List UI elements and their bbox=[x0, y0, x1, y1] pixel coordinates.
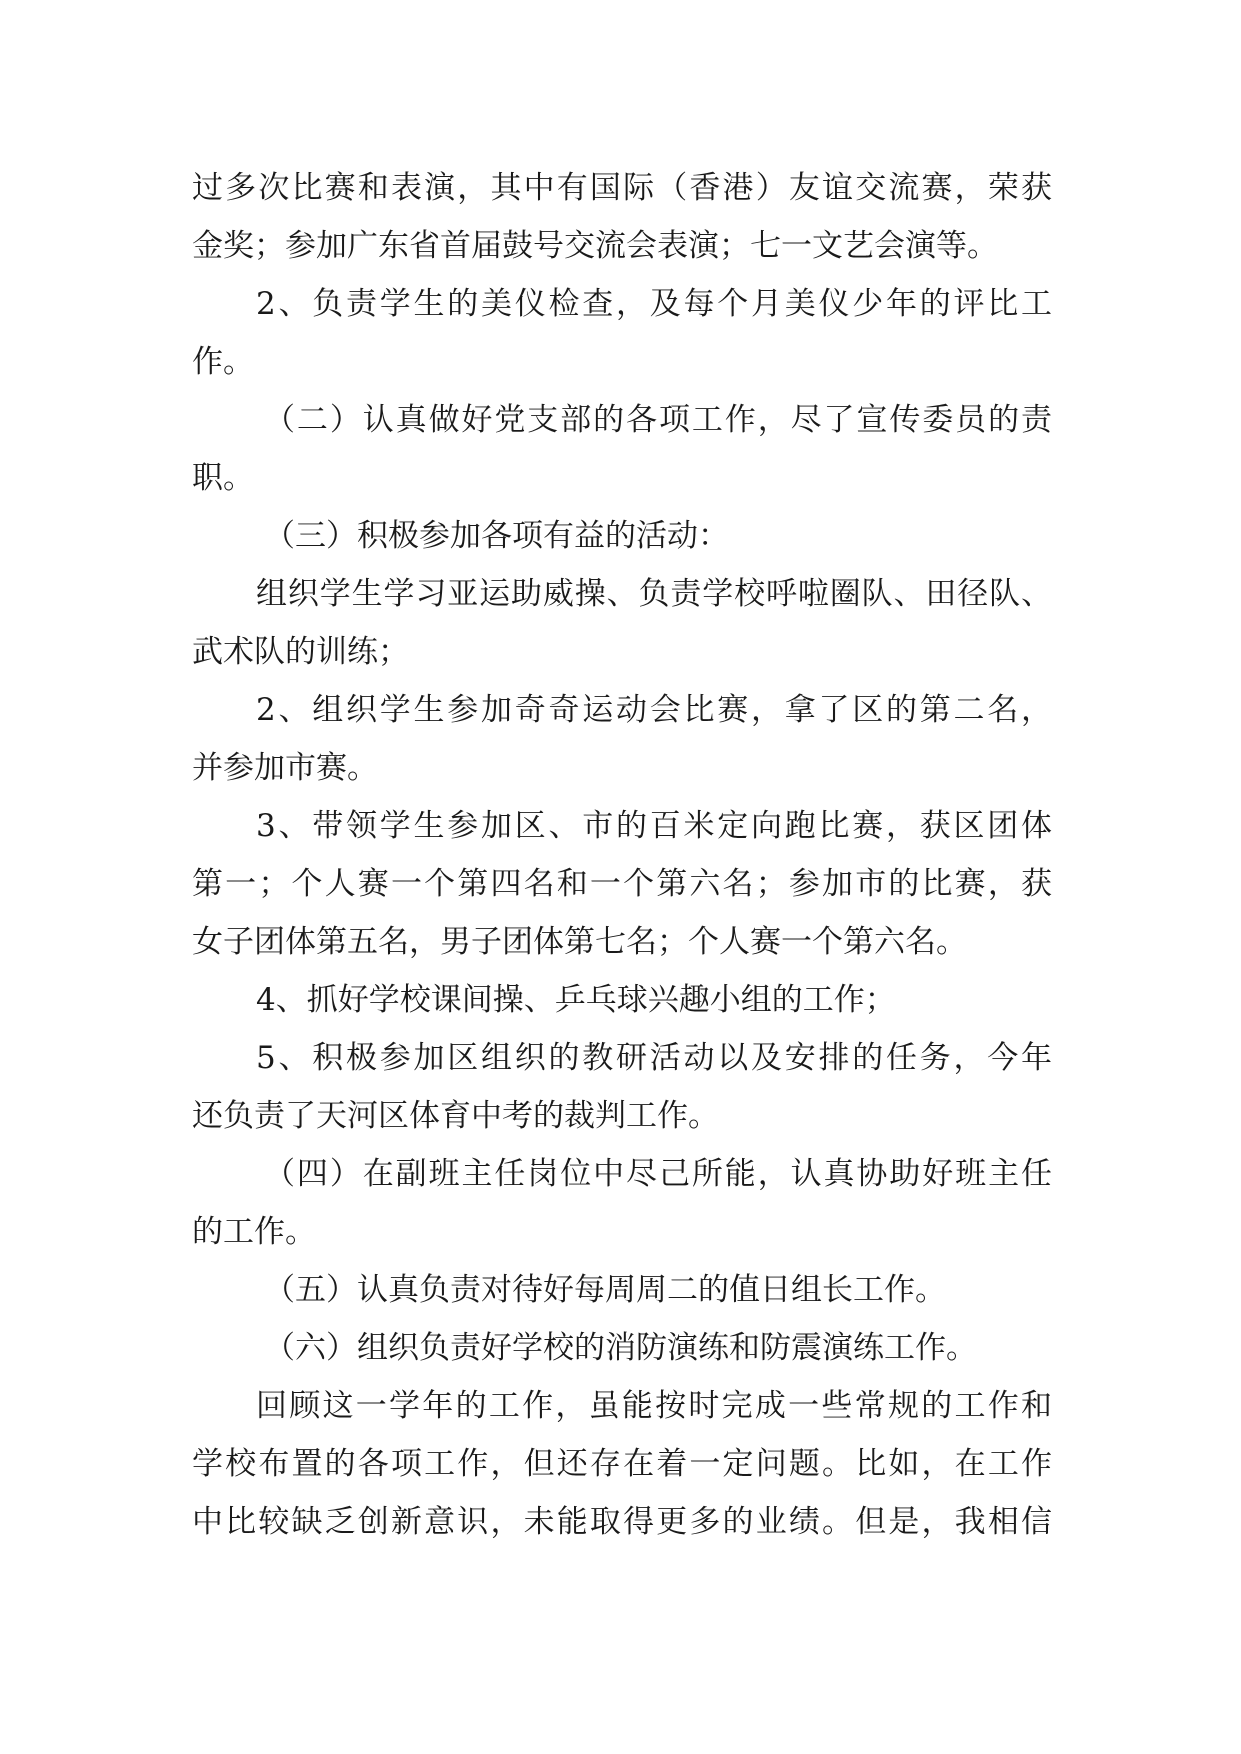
text-line: 过多次比赛和表演，其中有国际（香港）友谊交流赛，荣获 bbox=[192, 170, 1052, 206]
text-line: 2、组织学生参加奇奇运动会比赛，拿了区的第二名， bbox=[256, 692, 1052, 728]
text-line: 职。 bbox=[192, 460, 254, 496]
text-line: 回顾这一学年的工作，虽能按时完成一些常规的工作和 bbox=[256, 1388, 1052, 1424]
text-line: 3、带领学生参加区、市的百米定向跑比赛，获区团体 bbox=[256, 808, 1052, 844]
text-line: 还负责了天河区体育中考的裁判工作。 bbox=[192, 1098, 719, 1134]
text-line: （六）组织负责好学校的消防演练和防震演练工作。 bbox=[264, 1330, 977, 1366]
text-line: 学校布置的各项工作，但还存在着一定问题。比如，在工作 bbox=[192, 1446, 1052, 1482]
text-line: （二）认真做好党支部的各项工作，尽了宣传委员的责 bbox=[264, 402, 1052, 438]
text-line: 4、抓好学校课间操、乒乓球兴趣小组的工作； bbox=[256, 982, 896, 1018]
text-line: 组织学生学习亚运助威操、负责学校呼啦圈队、田径队、 bbox=[256, 576, 1052, 612]
text-line: （三）积极参加各项有益的活动： bbox=[264, 518, 729, 554]
text-line: 武术队的训练； bbox=[192, 634, 409, 670]
text-line: 金奖；参加广东省首届鼓号交流会表演；七一文艺会演等。 bbox=[192, 228, 998, 264]
text-line: （五）认真负责对待好每周周二的值日组长工作。 bbox=[264, 1272, 946, 1308]
text-line: （四）在副班主任岗位中尽己所能，认真协助好班主任 bbox=[264, 1156, 1052, 1192]
text-line: 女子团体第五名，男子团体第七名；个人赛一个第六名。 bbox=[192, 924, 967, 960]
text-line: 的工作。 bbox=[192, 1214, 316, 1250]
text-line: 5、积极参加区组织的教研活动以及安排的任务，今年 bbox=[256, 1040, 1052, 1076]
text-line: 并参加市赛。 bbox=[192, 750, 378, 786]
text-line: 作。 bbox=[192, 344, 254, 380]
text-line: 第一；个人赛一个第四名和一个第六名；参加市的比赛，获 bbox=[192, 866, 1052, 902]
text-line: 中比较缺乏创新意识，未能取得更多的业绩。但是，我相信 bbox=[192, 1504, 1052, 1540]
text-line: 2、负责学生的美仪检查，及每个月美仪少年的评比工 bbox=[256, 286, 1052, 322]
